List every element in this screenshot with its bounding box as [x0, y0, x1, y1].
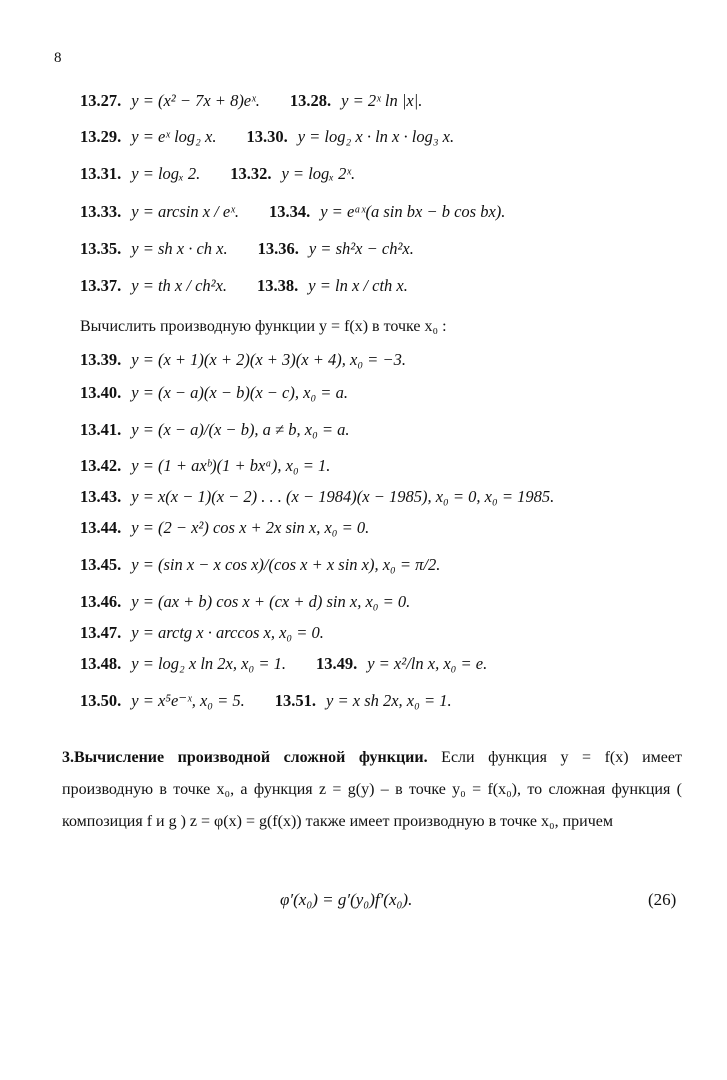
problem-expression: y = (x − a)(x − b)(x − c), x₀ = a.: [131, 383, 348, 402]
problem-expression: y = (x² − 7x + 8)eˣ.: [131, 91, 260, 110]
problem-number: 13.36.: [257, 239, 299, 258]
problem-number: 13.43.: [80, 487, 122, 506]
equation-number: (26): [648, 890, 677, 909]
problem-row: [80, 163, 355, 185]
problem-row: [80, 349, 406, 371]
problem-expression: y = logₓ 2.: [131, 164, 201, 183]
problem-expression: y = log₂ x · ln x · log₃ x.: [297, 127, 455, 146]
problem-row: [80, 653, 487, 675]
problem-expression: y = x sh 2x, x₀ = 1.: [326, 691, 452, 710]
problem-row: [80, 622, 324, 644]
problem-row: [80, 382, 348, 404]
problem-expression: y = x(x − 1)(x − 2) . . . (x − 1984)(x − 1985), x₀ = 0, x₀ = 1985.: [131, 487, 555, 506]
problem-expression: y = 2ˣ ln |x|.: [341, 91, 423, 110]
section-heading: 3.Вычисление производной сложной функции.: [62, 749, 428, 766]
problem-row: [80, 419, 350, 441]
problem-expression: y = sh x · ch x.: [131, 239, 228, 258]
problem-expression: y = x⁵e⁻ˣ, x₀ = 5.: [131, 691, 245, 710]
problem-row: [80, 275, 408, 297]
problem-expression: y = sh²x − ch²x.: [308, 239, 414, 258]
problem-row: [80, 517, 369, 539]
problem-number: 13.39.: [80, 350, 122, 369]
problem-number: 13.40.: [80, 383, 122, 402]
problem-expression: y = eˣ log₂ x.: [131, 127, 217, 146]
section-body: Если функция y = f(x) имеет производную в точке x₀, а функция z = g(y) – в точке y₀ = f(x₀), то сложная функция ( композиция f и g ) z = φ(x) = g(f(x)) также имеет производную в точке x₀, причем: [62, 749, 682, 830]
problem-expression: y = arcsin x / eˣ.: [131, 202, 239, 221]
problem-number: 13.38.: [257, 276, 299, 295]
problem-row: [80, 126, 454, 148]
problem-number: 13.32.: [230, 164, 272, 183]
problem-expression: y = (sin x − x cos x)/(cos x + x sin x), x₀ = π/2.: [131, 555, 441, 574]
problem-number: 13.31.: [80, 164, 122, 183]
problem-row: [80, 455, 330, 477]
problem-expression: y = (x − a)/(x − b), a ≠ b, x₀ = a.: [131, 420, 350, 439]
problem-number: 13.46.: [80, 592, 122, 611]
problem-expression: y = (1 + axᵇ)(1 + bxᵃ), x₀ = 1.: [131, 456, 331, 475]
problem-number: 13.47.: [80, 623, 122, 642]
problem-number: 13.33.: [80, 202, 122, 221]
problem-row: [80, 554, 440, 576]
problem-number: 13.28.: [289, 91, 332, 110]
problem-number: 13.27.: [80, 91, 122, 110]
problem-row: [80, 591, 410, 613]
problem-number: 13.41.: [80, 420, 122, 439]
task-intro: Вычислить производную функции y = f(x) в точке x₀ :: [80, 318, 447, 335]
problem-expression: y = (x + 1)(x + 2)(x + 3)(x + 4), x₀ = −3.: [131, 350, 406, 369]
problem-number: 13.35.: [80, 239, 122, 258]
problem-expression: y = arctg x · arccos x, x₀ = 0.: [131, 623, 324, 642]
problem-number: 13.30.: [246, 127, 288, 146]
problem-row: [80, 90, 422, 112]
problem-expression: y = x²/ln x, x₀ = e.: [367, 654, 488, 673]
problem-number: 13.45.: [80, 555, 122, 574]
problem-number: 13.29.: [80, 127, 122, 146]
problem-expression: y = ln x / cth x.: [308, 276, 408, 295]
problem-expression: y = eᵃˣ(a sin bx − b cos bx).: [320, 202, 506, 221]
problem-expression: y = th x / ch²x.: [131, 276, 228, 295]
problem-number: 13.34.: [268, 202, 311, 221]
problem-number: 13.42.: [80, 456, 122, 475]
problem-row: [80, 690, 452, 712]
problem-row: [80, 486, 554, 508]
problem-number: 13.49.: [315, 654, 358, 673]
problem-expression: y = (ax + b) cos x + (cx + d) sin x, x₀ = 0.: [131, 592, 411, 611]
problem-row: [80, 238, 414, 260]
formula-expression: φ′(x₀) = g′(y₀)f′(x₀).: [280, 890, 413, 909]
problem-number: 13.50.: [80, 691, 122, 710]
page-number: 8: [54, 50, 62, 66]
problem-expression: y = logₓ 2ˣ.: [281, 164, 356, 183]
problem-number: 13.44.: [80, 518, 122, 537]
problem-number: 13.37.: [80, 276, 122, 295]
section-paragraph: [62, 742, 682, 838]
problem-expression: y = log₂ x ln 2x, x₀ = 1.: [131, 654, 286, 673]
problem-number: 13.51.: [274, 691, 317, 710]
problem-expression: y = (2 − x²) cos x + 2x sin x, x₀ = 0.: [131, 518, 370, 537]
problem-number: 13.48.: [80, 654, 122, 673]
problem-row: [80, 201, 505, 223]
